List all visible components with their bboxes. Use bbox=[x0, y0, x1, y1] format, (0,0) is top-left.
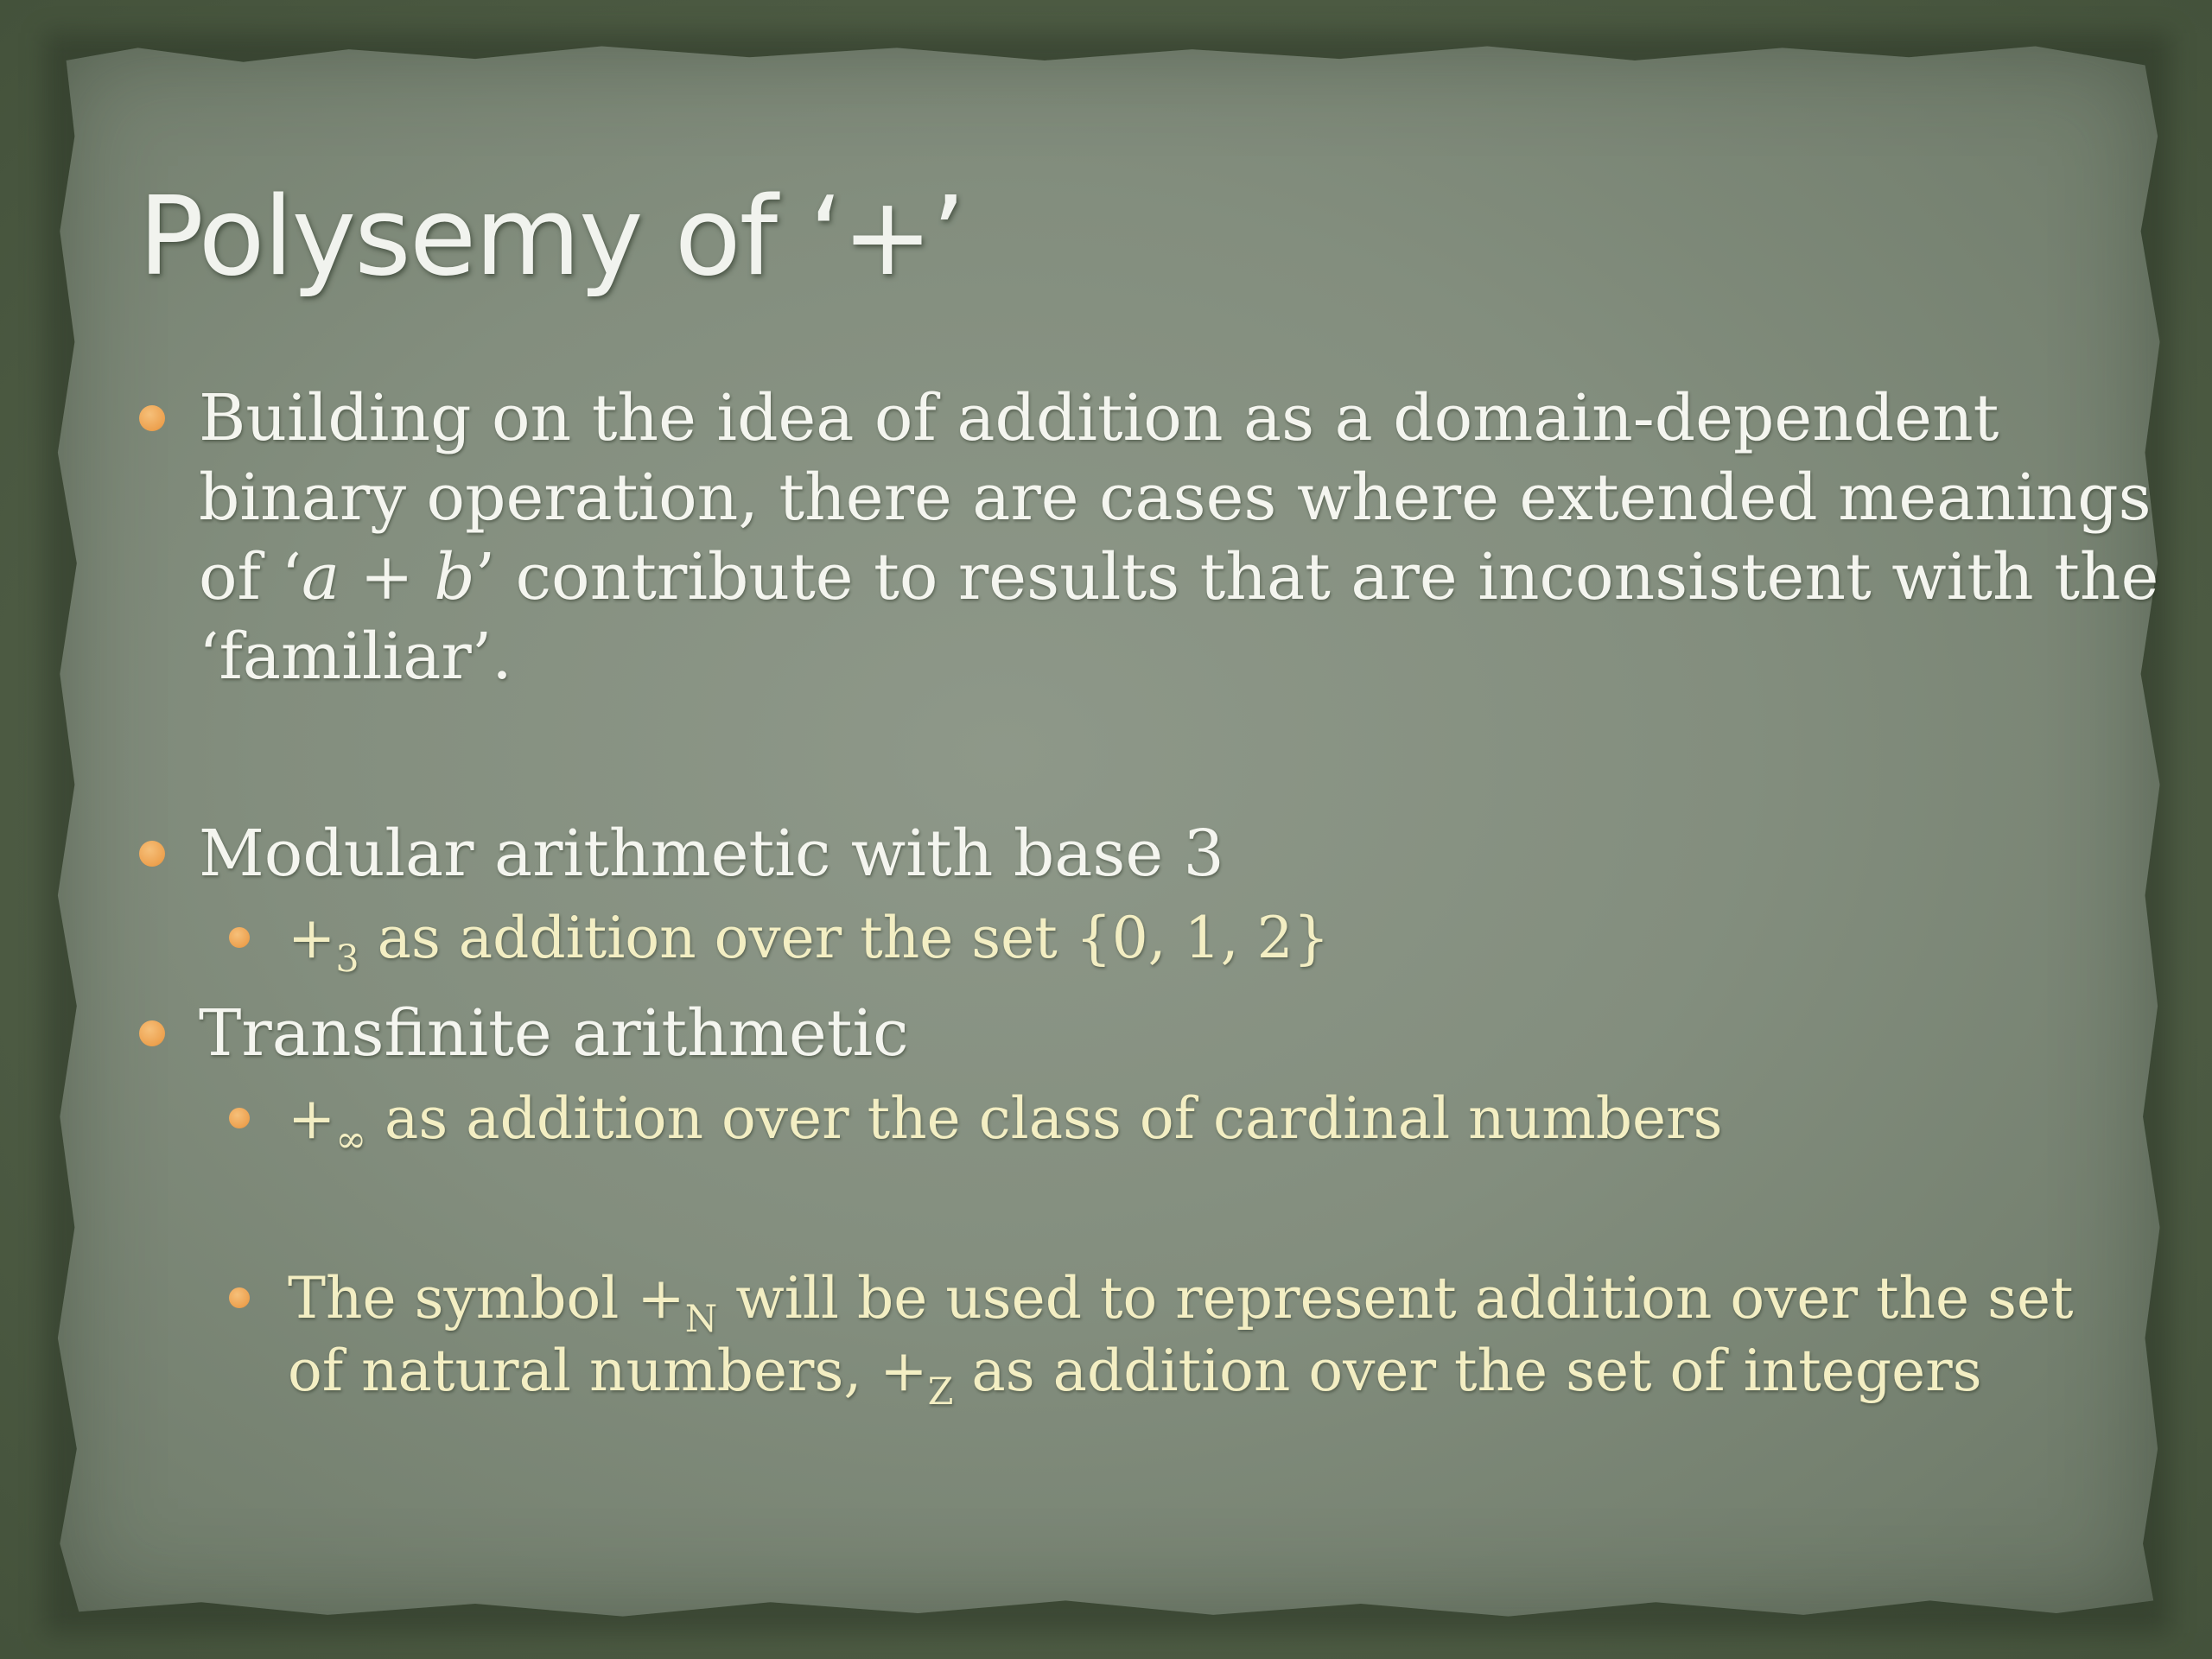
bullet-line-3 bbox=[199, 537, 2158, 617]
subscript-n: N bbox=[684, 1298, 718, 1342]
bullet-dot bbox=[139, 841, 165, 867]
sub-bullet-rest: as addition over the class of cardinal numbers bbox=[366, 1085, 1723, 1152]
sub-bullet-dot bbox=[229, 927, 250, 948]
sub-bullet-text bbox=[288, 902, 1330, 982]
note-line-2-post: as addition over the set of integers bbox=[953, 1338, 1982, 1404]
sub-bullet-dot bbox=[229, 1108, 250, 1128]
bullet-text: Modular arithmetic with base 3 bbox=[199, 817, 1224, 891]
bullet-line-2: binary operation, there are cases where extended meanings bbox=[199, 461, 2152, 535]
plus-symbol: + bbox=[288, 905, 336, 971]
variable-b: b bbox=[434, 540, 475, 614]
sub-bullet-text bbox=[288, 1083, 1723, 1162]
subscript: 3 bbox=[335, 938, 359, 982]
slide-title: Polysemy of ‘+’ bbox=[138, 173, 964, 300]
bullet-line-3-post: ’ contribute to results that are inconsistent with the bbox=[474, 540, 2159, 614]
note-line-1-post: will be used to represent addition over the set bbox=[717, 1265, 2074, 1332]
note-line-1-pre: The symbol + bbox=[288, 1265, 685, 1332]
note-line-2-pre: of natural numbers, + bbox=[288, 1338, 928, 1404]
subscript: ∞ bbox=[335, 1118, 367, 1162]
bullet-text: Transfinite arithmetic bbox=[199, 996, 909, 1071]
bullet-line-3-pre: of ‘ bbox=[199, 540, 302, 614]
bullet-line-1: Building on the idea of addition as a domain-dependent bbox=[199, 381, 1999, 455]
sub-bullet-dot bbox=[229, 1287, 250, 1308]
bullet-line-4: ‘familiar’. bbox=[199, 620, 512, 694]
note-line-2 bbox=[288, 1335, 1982, 1414]
variable-a: a bbox=[302, 540, 340, 614]
subscript-z: Z bbox=[927, 1370, 954, 1414]
plus-symbol: + bbox=[288, 1085, 336, 1152]
bullet-dot bbox=[139, 405, 165, 431]
plus-symbol: + bbox=[340, 540, 435, 614]
bullet-dot bbox=[139, 1020, 165, 1046]
note-line-1 bbox=[288, 1262, 2074, 1342]
sub-bullet-rest: as addition over the set {0, 1, 2} bbox=[359, 905, 1330, 971]
